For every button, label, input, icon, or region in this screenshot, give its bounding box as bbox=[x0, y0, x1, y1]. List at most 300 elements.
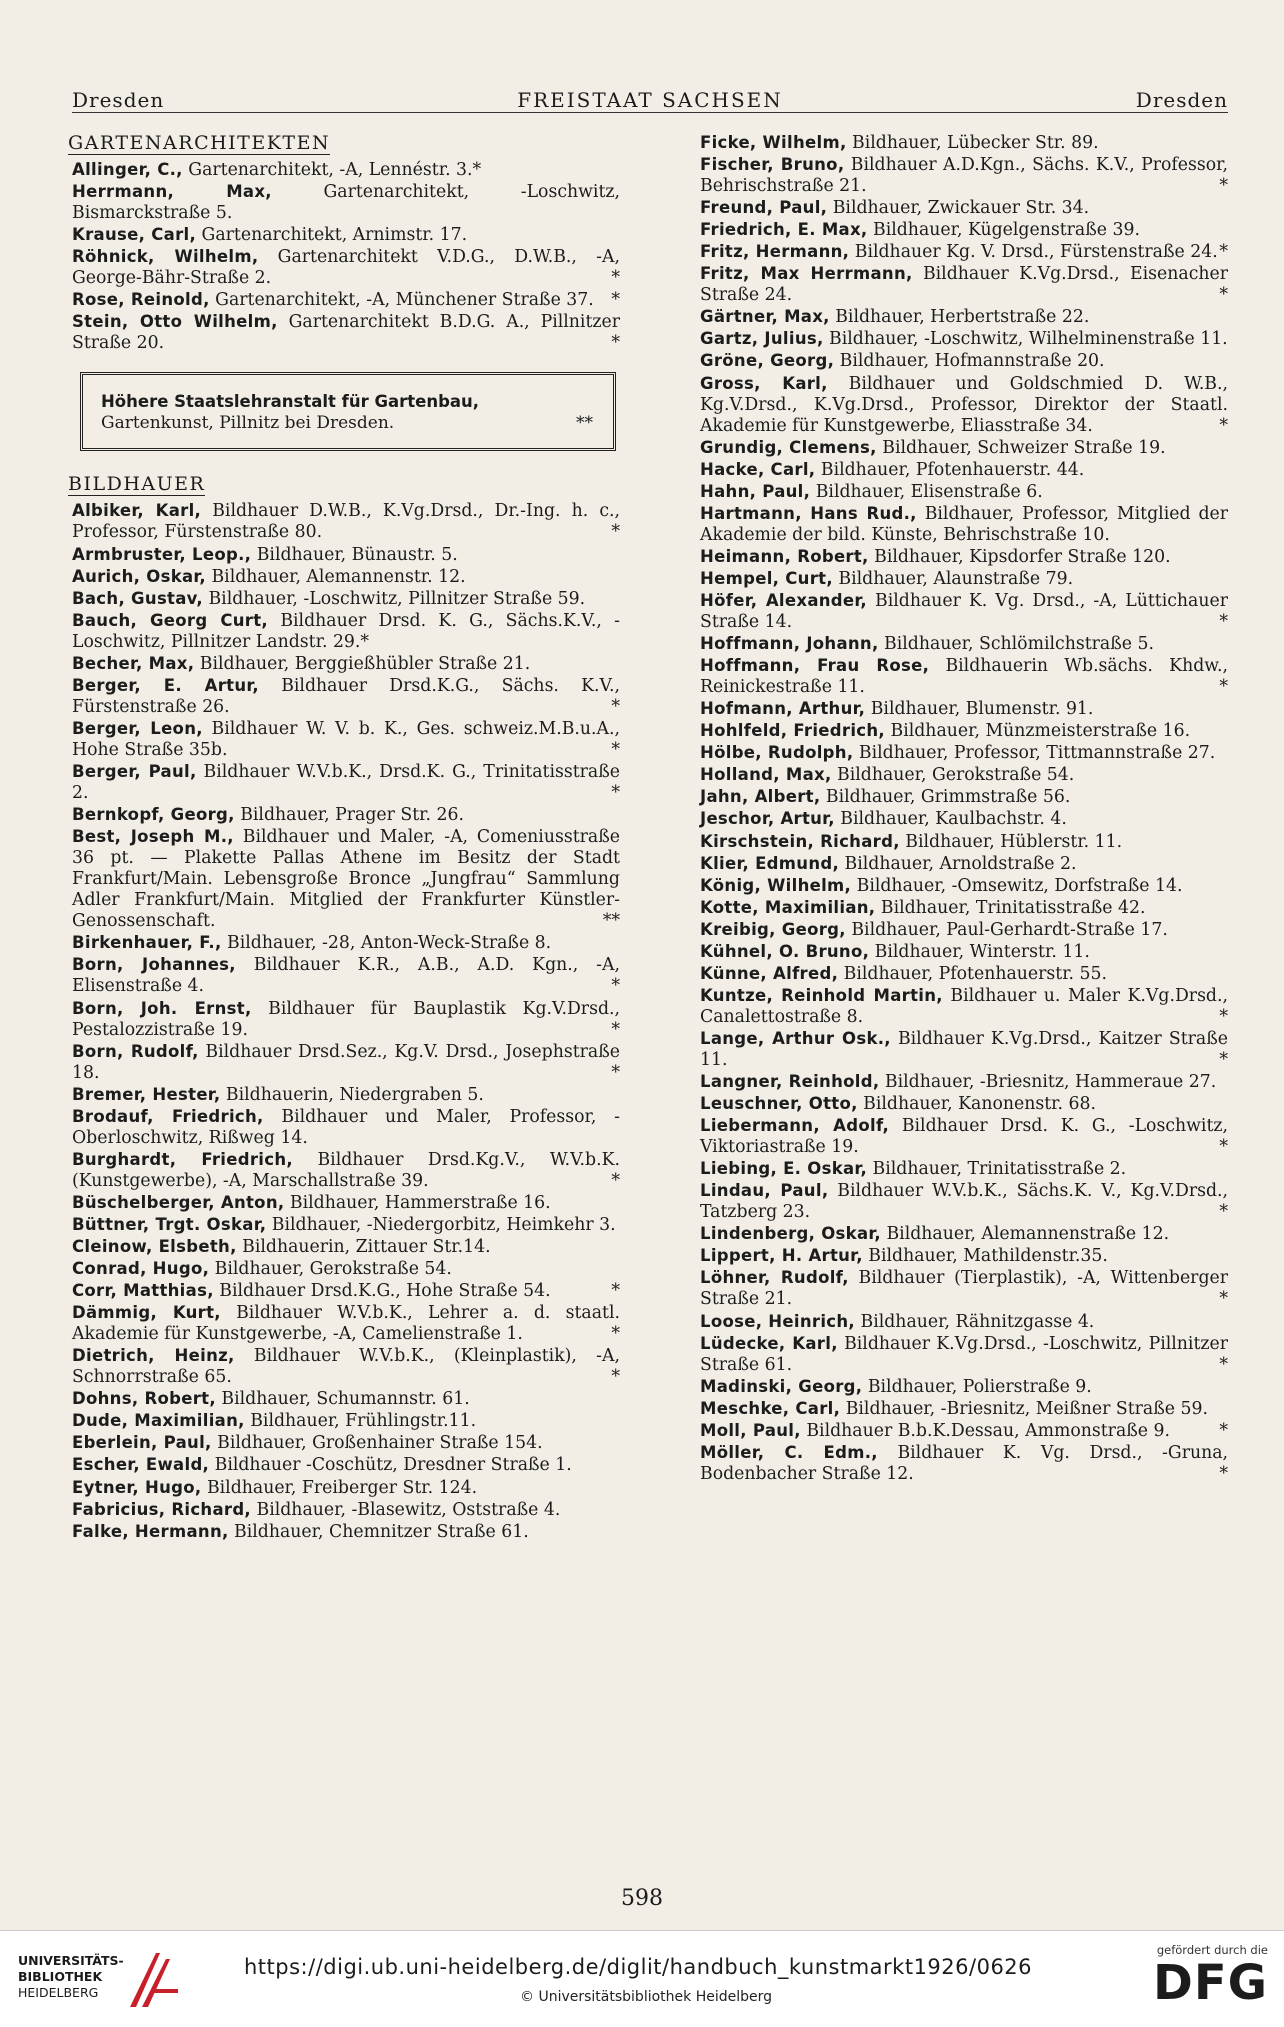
entry-mark: * bbox=[611, 976, 620, 997]
entry-details: Bildhauer, Großenhainer Straße 154. bbox=[211, 1433, 543, 1454]
directory-entry bbox=[72, 1192, 620, 1214]
entry-details: Bildhauer Drsd. K. G., -Loschwitz, Viktoriastraße 19. bbox=[700, 1116, 1228, 1158]
entry-name: Lippert, H. Artur, bbox=[700, 1246, 863, 1266]
entry-name: Eytner, Hugo, bbox=[72, 1477, 202, 1497]
entry-name: Cleinow, Elsbeth, bbox=[72, 1237, 237, 1257]
entry-name: Möller, C. Edm., bbox=[700, 1442, 878, 1462]
entry-details: Bildhauer W.V.b.K., (Kleinplastik), -A, Schnorrstraße 65. bbox=[72, 1346, 620, 1388]
entry-name: Aurich, Oskar, bbox=[72, 566, 206, 586]
entry-name: Hölbe, Rudolph, bbox=[700, 743, 854, 763]
entry-name: Hacke, Carl, bbox=[700, 459, 816, 479]
directory-entry bbox=[72, 1214, 620, 1236]
entry-mark: * bbox=[611, 268, 620, 289]
entry-name: Born, Johannes, bbox=[72, 955, 236, 975]
entry-details: Bildhauer Drsd.Sez., Kg.V. Drsd., Josephstraße 18. bbox=[72, 1041, 620, 1083]
directory-entry bbox=[72, 932, 620, 954]
entry-details: Bildhauer Drsd.K.G., Sächs. K.V., Fürstenstraße 26. bbox=[72, 675, 620, 717]
entry-details: Bildhauer, -Blasewitz, Oststraße 4. bbox=[251, 1499, 561, 1520]
entry-name: Loose, Heinrich, bbox=[700, 1311, 855, 1331]
entry-details: Bildhauer, Alaunstraße 79. bbox=[832, 568, 1074, 589]
entry-details: Bildhauer, -Niedergorbitz, Heimkehr 3. bbox=[266, 1214, 616, 1235]
entry-name: Meschke, Carl, bbox=[700, 1398, 841, 1418]
library-name bbox=[18, 1953, 124, 2001]
entry-name: Allinger, C., bbox=[72, 160, 183, 179]
entry-name: Dämmig, Kurt, bbox=[72, 1303, 221, 1323]
entry-mark: * bbox=[611, 783, 620, 804]
bildhauer-list-left bbox=[72, 500, 620, 1542]
directory-entry bbox=[700, 786, 1228, 808]
entry-details: Bildhauer W. V. b. K., Ges. schweiz.M.B.u.A., Hohe Straße 35b. bbox=[72, 718, 620, 760]
entry-name: Hoffmann, Johann, bbox=[700, 634, 879, 654]
directory-entry bbox=[72, 1477, 620, 1499]
entry-details: Gartenarchitekt B.D.G. A., Pillnitzer Straße 20. bbox=[72, 312, 621, 354]
entry-mark: * bbox=[611, 1367, 620, 1388]
directory-entry bbox=[700, 350, 1228, 372]
directory-entry bbox=[72, 1345, 620, 1388]
entry-name: Rose, Reinold, bbox=[72, 290, 210, 310]
entry-name: König, Wilhelm, bbox=[700, 875, 852, 895]
entry-name: Lindau, Paul, bbox=[700, 1181, 829, 1201]
directory-entry bbox=[700, 808, 1228, 830]
directory-entry bbox=[72, 1410, 620, 1432]
dfg-logo bbox=[1148, 1943, 1268, 2019]
entry-details: Bildhauer, Chemnitzer Straße 61. bbox=[228, 1521, 529, 1542]
entry-mark: * bbox=[611, 1324, 620, 1345]
directory-entry bbox=[72, 159, 620, 181]
entry-details: Bildhauer, Paul-Gerhardt-Straße 17. bbox=[845, 919, 1168, 940]
directory-entry bbox=[700, 831, 1228, 853]
directory-entry bbox=[700, 742, 1228, 764]
entry-name: Lange, Arthur Osk., bbox=[700, 1028, 891, 1048]
directory-entry bbox=[72, 826, 620, 932]
directory-entry bbox=[72, 1149, 620, 1192]
entry-name: Kreibig, Georg, bbox=[700, 919, 846, 939]
entry-details: Bildhauer, Bünaustr. 5. bbox=[251, 544, 458, 565]
entry-name: Liebermann, Adolf, bbox=[700, 1116, 890, 1136]
entry-details: Bildhauer K. Vg. Drsd., -A, Lüttichauer Straße 14. bbox=[700, 590, 1228, 633]
advertisement-box bbox=[80, 372, 616, 451]
entry-details: Bildhauer, Herbertstraße 22. bbox=[829, 307, 1090, 328]
entry-details: Gartenarchitekt, Arnimstr. 17. bbox=[196, 225, 468, 246]
directory-entry bbox=[700, 655, 1228, 698]
entry-name: Freund, Paul, bbox=[700, 198, 828, 218]
entry-mark: ** bbox=[602, 911, 620, 932]
entry-name: Madinski, Georg, bbox=[700, 1376, 863, 1396]
entry-mark: * bbox=[611, 1062, 620, 1083]
directory-entry bbox=[72, 566, 620, 588]
entry-name: Löhner, Rudolf, bbox=[700, 1268, 849, 1288]
directory-entry bbox=[72, 1454, 620, 1476]
entry-name: Bauch, Georg Curt, bbox=[72, 610, 268, 630]
entry-mark: * bbox=[1219, 176, 1228, 197]
directory-entry bbox=[700, 1420, 1228, 1442]
directory-entry bbox=[700, 328, 1228, 350]
entry-details: Bildhauer, Zwickauer Str. 34. bbox=[827, 198, 1090, 219]
entry-mark: * bbox=[611, 1019, 620, 1040]
entry-details: Bildhauer, Elisenstraße 6. bbox=[810, 481, 1043, 502]
library-emblem-icon bbox=[126, 1949, 184, 2011]
entry-name: Best, Joseph M., bbox=[72, 827, 234, 847]
directory-entry bbox=[72, 224, 620, 246]
directory-entry bbox=[700, 720, 1228, 742]
entry-name: Büschelberger, Anton, bbox=[72, 1192, 285, 1212]
entry-details: Bildhauer, Arnoldstraße 2. bbox=[839, 853, 1077, 874]
entry-name: Büttner, Trgt. Oskar, bbox=[72, 1214, 267, 1234]
ad-name-text: Höhere Staatslehranstalt für Gartenbau, bbox=[101, 392, 480, 412]
entry-name: Fritz, Max Herrmann, bbox=[700, 264, 913, 284]
entry-name: Becher, Max, bbox=[72, 653, 195, 673]
gartenarchitekten-list bbox=[72, 159, 620, 354]
entry-mark: * bbox=[611, 333, 620, 354]
entry-mark: * bbox=[611, 696, 620, 717]
entry-details: Bildhauer, -Briesnitz, Meißner Straße 59. bbox=[840, 1398, 1208, 1419]
entry-details: Bildhauer, Hammerstraße 16. bbox=[284, 1192, 551, 1213]
entry-details: Bildhauer, Kanonenstr. 68. bbox=[857, 1094, 1096, 1115]
entry-name: Fritz, Hermann, bbox=[700, 242, 850, 262]
entry-name: Corr, Matthias, bbox=[72, 1281, 214, 1301]
ad-mark: ** bbox=[576, 413, 593, 434]
directory-entry bbox=[700, 1180, 1228, 1223]
left-column bbox=[68, 132, 621, 1543]
entry-name: Brodauf, Friedrich, bbox=[72, 1106, 264, 1126]
entry-details: Bildhauer, Schlömilchstraße 5. bbox=[878, 634, 1154, 655]
entry-details: Gartenarchitekt, -A, Münchener Straße 37. bbox=[209, 290, 594, 311]
entry-details: Bildhauer Kg. V. Drsd., Fürstenstraße 24. bbox=[849, 242, 1218, 263]
entry-name: Born, Joh. Ernst, bbox=[72, 998, 252, 1018]
entry-details: Bildhauer (Tierplastik), -A, Wittenberger Straße 21. bbox=[700, 1268, 1228, 1310]
entry-details: Bildhauer W.V.b.K., Lehrer a. d. staatl. Akademie für Kunstgewerbe, -A, Camelienstraße 1. bbox=[72, 1303, 620, 1345]
directory-entry bbox=[72, 653, 620, 675]
entry-name: Langner, Reinhold, bbox=[700, 1072, 880, 1092]
entry-name: Hartmann, Hans Rud., bbox=[700, 503, 917, 523]
directory-entry bbox=[72, 544, 620, 566]
directory-entry bbox=[700, 1442, 1228, 1485]
directory-entry bbox=[72, 1258, 620, 1280]
entry-name: Albiker, Karl, bbox=[72, 501, 202, 521]
entry-details: Bildhauer, Blumenstr. 91. bbox=[865, 699, 1094, 720]
entry-name: Burghardt, Friedrich, bbox=[72, 1149, 293, 1169]
directory-entry bbox=[700, 503, 1228, 546]
entry-name: Stein, Otto Wilhelm, bbox=[72, 312, 278, 332]
entry-details: Bildhauer für Bauplastik Kg.V.Drsd., Pestalozzistraße 19. bbox=[72, 998, 620, 1040]
directory-entry bbox=[700, 373, 1228, 437]
directory-entry bbox=[700, 1398, 1228, 1420]
entry-details: Bildhauer, Schweizer Straße 19. bbox=[876, 437, 1166, 458]
library-line-3: HEIDELBERG bbox=[18, 1985, 99, 2000]
entry-name: Hohlfeld, Friedrich, bbox=[700, 721, 885, 741]
entry-details: Bildhauer, Gerokstraße 54. bbox=[209, 1259, 452, 1280]
entry-details: Bildhauer, Prager Str. 26. bbox=[234, 805, 464, 826]
directory-entry bbox=[72, 1432, 620, 1454]
entry-details: Bildhauer, Grimmstraße 56. bbox=[820, 787, 1071, 808]
directory-entry bbox=[72, 998, 620, 1041]
entry-mark: * bbox=[1219, 1463, 1228, 1484]
entry-details: Bildhauer W.V.b.K., Drsd.K. G., Trinitatisstraße 2. bbox=[72, 761, 620, 804]
entry-name: Heimann, Robert, bbox=[700, 546, 869, 566]
directory-entry bbox=[72, 1084, 620, 1106]
directory-entry bbox=[700, 963, 1228, 985]
directory-entry bbox=[700, 481, 1228, 503]
library-line-1: UNIVERSITÄTS- bbox=[18, 1953, 124, 1968]
entry-details: Bildhauer, -Omsewitz, Dorfstraße 14. bbox=[851, 875, 1183, 896]
entry-name: Armbruster, Leop., bbox=[72, 544, 252, 564]
entry-name: Hempel, Curt, bbox=[700, 568, 833, 588]
entry-details: Bildhauer, Kügelgenstraße 39. bbox=[867, 220, 1140, 241]
entry-name: Moll, Paul, bbox=[700, 1420, 801, 1440]
running-header bbox=[72, 84, 1228, 113]
entry-details: Bildhauer K.Vg.Drsd., -Loschwitz, Pillnitzer Straße 61. bbox=[700, 1333, 1228, 1375]
entry-name: Hoffmann, Frau Rose, bbox=[700, 656, 930, 676]
entry-name: Kuntze, Reinhold Martin, bbox=[700, 985, 943, 1005]
entry-details: Bildhauer Drsd. K. G., Sächs.K.V., -Loschwitz, Pillnitzer Landstr. 29.* bbox=[72, 610, 620, 652]
entry-details: Bildhauer, Schumannstr. 61. bbox=[215, 1389, 470, 1410]
directory-entry bbox=[700, 764, 1228, 786]
directory-entry bbox=[700, 219, 1228, 241]
entry-name: Herrmann, Max, bbox=[72, 182, 272, 202]
directory-entry bbox=[72, 761, 620, 804]
entry-details: Bildhauer K.Vg.Drsd., Kaitzer Straße 11. bbox=[700, 1028, 1228, 1070]
entry-name: Röhnick, Wilhelm, bbox=[72, 247, 259, 267]
entry-details: Bildhauer D.W.B., K.Vg.Drsd., Dr.-Ing. h. c., Professor, Fürstenstraße 80. bbox=[72, 501, 620, 543]
directory-entry bbox=[72, 1521, 620, 1543]
directory-entry bbox=[700, 197, 1228, 219]
entry-name: Hofmann, Arthur, bbox=[700, 699, 866, 719]
directory-entry bbox=[700, 985, 1228, 1028]
entry-details: Bildhauerin, Niedergraben 5. bbox=[220, 1084, 484, 1105]
directory-entry bbox=[72, 1106, 620, 1149]
entry-details: Bildhauer, Trinitatisstraße 2. bbox=[867, 1159, 1127, 1180]
entry-details: Bildhauer, Alemannenstraße 12. bbox=[880, 1224, 1170, 1245]
entry-details: Bildhauer, Hofmannstraße 20. bbox=[834, 351, 1105, 372]
entry-details: Bildhauer, Lübecker Str. 89. bbox=[846, 133, 1099, 153]
entry-mark: * bbox=[1219, 242, 1228, 263]
directory-entry bbox=[700, 1333, 1228, 1376]
entry-details: Bildhauer, Pfotenhauerstr. 55. bbox=[838, 963, 1108, 984]
entry-mark: * bbox=[1219, 612, 1228, 633]
ad-name bbox=[101, 391, 601, 413]
directory-entry bbox=[72, 1041, 620, 1084]
entry-name: Berger, Paul, bbox=[72, 761, 197, 781]
directory-entry bbox=[700, 459, 1228, 481]
library-logo bbox=[18, 1949, 238, 2011]
directory-entry bbox=[72, 675, 620, 718]
directory-entry bbox=[700, 241, 1228, 263]
entry-details: Bildhauer, Rähnitzgasse 4. bbox=[855, 1311, 1095, 1332]
entry-details: Bildhauer, Münzmeisterstraße 16. bbox=[885, 721, 1191, 742]
directory-entry bbox=[700, 875, 1228, 897]
directory-entry bbox=[72, 311, 620, 354]
entry-details: Gartenarchitekt, -A, Lennéstr. 3.* bbox=[182, 160, 482, 180]
directory-entry bbox=[700, 154, 1228, 197]
entry-details: Bildhauer, Polierstraße 9. bbox=[862, 1376, 1092, 1397]
entry-details: Bildhauer und Maler, Professor, -Oberloschwitz, Rißweg 14. bbox=[72, 1106, 620, 1148]
entry-details: Bildhauer und Maler, -A, Comeniusstraße 36 pt. — Plakette Pallas Athene im Besitz der Stadt Frankfurt/Main. Lebensgroße Bronce „Jungfrau“ Sammlung Adler Frankfurt/Main. Mitglied der Frankfurter Künstler-Genossenschaft. bbox=[72, 827, 620, 932]
entry-name: Gross, Karl, bbox=[700, 373, 828, 393]
entry-name: Gartz, Julius, bbox=[700, 329, 824, 349]
entry-name: Eberlein, Paul, bbox=[72, 1433, 212, 1453]
entry-mark: * bbox=[611, 522, 620, 543]
entry-name: Kühnel, O. Bruno, bbox=[700, 941, 870, 961]
entry-details: Bildhauerin Wb.sächs. Khdw., Reinickestraße 11. bbox=[700, 656, 1228, 698]
directory-entry bbox=[700, 1223, 1228, 1245]
entry-name: Jahn, Albert, bbox=[700, 787, 821, 807]
entry-details: Bildhauer, Freiberger Str. 124. bbox=[201, 1477, 478, 1498]
bildhauer-list-right bbox=[700, 132, 1228, 1485]
entry-name: Krause, Carl, bbox=[72, 225, 197, 245]
entry-details: Bildhauer, -Briesnitz, Hammeraue 27. bbox=[879, 1072, 1217, 1093]
directory-entry bbox=[72, 289, 620, 311]
entry-name: Fabricius, Richard, bbox=[72, 1499, 251, 1519]
entry-mark: * bbox=[1219, 1289, 1228, 1310]
entry-name: Holland, Max, bbox=[700, 765, 832, 785]
entry-name: Fischer, Bruno, bbox=[700, 155, 845, 175]
entry-mark: * bbox=[1219, 1202, 1228, 1223]
entry-mark: * bbox=[1219, 677, 1228, 698]
page-number: 598 bbox=[621, 1886, 663, 1911]
directory-entry bbox=[72, 181, 620, 224]
entry-details: Bildhauer, Gerokstraße 54. bbox=[831, 765, 1075, 786]
entry-details: Bildhauerin, Zittauer Str.14. bbox=[236, 1237, 491, 1258]
directory-entry bbox=[72, 1388, 620, 1410]
entry-details: Bildhauer, Professor, Tittmannstraße 27. bbox=[853, 743, 1216, 764]
entry-name: Escher, Ewald, bbox=[72, 1455, 210, 1475]
directory-entry bbox=[72, 588, 620, 610]
header-right: Dresden bbox=[1135, 88, 1228, 112]
entry-mark: * bbox=[611, 1170, 620, 1191]
entry-name: Bach, Gustav, bbox=[72, 588, 203, 608]
entry-name: Falke, Hermann, bbox=[72, 1521, 229, 1541]
entry-details: Bildhauer, Alemannenstr. 12. bbox=[205, 566, 466, 587]
source-url-link[interactable]: https://digi.ub.uni-heidelberg.de/diglit/handbuch_kunstmarkt1926/0626 bbox=[244, 1955, 1033, 1979]
entry-name: Künne, Alfred, bbox=[700, 963, 839, 983]
entry-details: Gartenarchitekt, -Loschwitz, Bismarckstraße 5. bbox=[72, 182, 620, 224]
entry-name: Gärtner, Max, bbox=[700, 307, 830, 327]
entry-name: Berger, E. Artur, bbox=[72, 675, 259, 695]
section-title-bildhauer: BILDHAUER bbox=[68, 473, 206, 496]
ad-line bbox=[101, 413, 601, 434]
entry-name: Lindenberg, Oskar, bbox=[700, 1224, 881, 1244]
directory-entry bbox=[72, 500, 620, 543]
copyright-notice: © Universitätsbibliothek Heidelberg bbox=[520, 1989, 773, 2005]
directory-entry bbox=[72, 1499, 620, 1521]
entry-name: Bremer, Hester, bbox=[72, 1084, 221, 1104]
entry-details: Bildhauer, Berggießhübler Straße 21. bbox=[194, 653, 531, 674]
entry-name: Born, Rudolf, bbox=[72, 1041, 199, 1061]
directory-entry bbox=[72, 1280, 620, 1302]
entry-name: Dude, Maximilian, bbox=[72, 1411, 245, 1431]
section-title-gartenarchitekten: GARTENARCHITEKTEN bbox=[68, 132, 331, 154]
directory-entry bbox=[700, 306, 1228, 328]
directory-entry bbox=[700, 132, 1228, 154]
entry-name: Conrad, Hugo, bbox=[72, 1259, 210, 1279]
directory-entry bbox=[700, 853, 1228, 875]
directory-entry bbox=[72, 610, 620, 653]
entry-details: Bildhauer W.V.b.K., Sächs.K. V., Kg.V.Drsd., Tatzberg 23. bbox=[700, 1181, 1228, 1223]
directory-entry bbox=[72, 954, 620, 997]
directory-entry bbox=[700, 1158, 1228, 1180]
ad-text: Gartenkunst, Pillnitz bei Dresden. bbox=[101, 413, 395, 434]
directory-entry bbox=[700, 1093, 1228, 1115]
entry-details: Bildhauer und Goldschmied D. W.B., Kg.V.Drsd., K.Vg.Drsd., Professor, Direktor der Staatl. Akademie für Kunstgewerbe, Eliasstraße 34. bbox=[700, 373, 1228, 436]
directory-entry bbox=[700, 897, 1228, 919]
directory-entry bbox=[700, 698, 1228, 720]
entry-details: Bildhauer, Trinitatisstraße 42. bbox=[875, 897, 1146, 918]
entry-name: Kirschstein, Richard, bbox=[700, 831, 900, 851]
directory-entry bbox=[700, 568, 1228, 590]
entry-details: Bildhauer, Hüblerstr. 11. bbox=[899, 831, 1123, 852]
entry-name: Grundig, Clemens, bbox=[700, 437, 877, 457]
entry-mark: * bbox=[1219, 1354, 1228, 1375]
entry-mark: * bbox=[1219, 1137, 1228, 1158]
entry-name: Lüdecke, Karl, bbox=[700, 1333, 838, 1353]
entry-mark: * bbox=[1219, 1420, 1228, 1441]
entry-mark: * bbox=[611, 1281, 620, 1302]
entry-name: Höfer, Alexander, bbox=[700, 590, 867, 610]
entry-name: Leuschner, Otto, bbox=[700, 1094, 858, 1114]
entry-details: Bildhauer, Mathildenstr.35. bbox=[862, 1246, 1108, 1267]
entry-name: Jeschor, Artur, bbox=[700, 809, 835, 829]
entry-details: Bildhauer B.b.K.Dessau, Ammonstraße 9. bbox=[800, 1420, 1171, 1441]
entry-details: Bildhauer, -Loschwitz, Pillnitzer Straße 59. bbox=[202, 588, 586, 609]
entry-details: Bildhauer, Pfotenhauerstr. 44. bbox=[815, 459, 1085, 480]
directory-entry bbox=[700, 590, 1228, 633]
entry-details: Bildhauer, Kaulbachstr. 4. bbox=[834, 809, 1067, 830]
directory-entry bbox=[700, 1115, 1228, 1158]
entry-name: Dohns, Robert, bbox=[72, 1389, 216, 1409]
directory-entry bbox=[700, 1376, 1228, 1398]
directory-entry bbox=[72, 1302, 620, 1345]
entry-name: Dietrich, Heinz, bbox=[72, 1346, 235, 1366]
entry-mark: * bbox=[611, 290, 620, 311]
entry-mark: * bbox=[1219, 285, 1228, 306]
right-column bbox=[700, 132, 1228, 1485]
directory-entry bbox=[700, 1028, 1228, 1071]
directory-entry bbox=[700, 1071, 1228, 1093]
library-line-2: BIBLIOTHEK bbox=[18, 1969, 103, 1984]
entry-details: Bildhauer, -Loschwitz, Wilhelminenstraße 11. bbox=[823, 329, 1228, 350]
entry-details: Bildhauer Drsd.K.G., Hohe Straße 54. bbox=[213, 1281, 551, 1302]
entry-details: Bildhauer, Kipsdorfer Straße 120. bbox=[868, 546, 1171, 567]
directory-entry bbox=[72, 246, 620, 289]
entry-details: Bildhauer u. Maler K.Vg.Drsd., Canalettostraße 8. bbox=[700, 985, 1228, 1027]
entry-details: Bildhauer, Frühlingstr.11. bbox=[244, 1411, 477, 1432]
header-center: FREISTAAT SACHSEN bbox=[517, 88, 783, 112]
directory-entry bbox=[700, 941, 1228, 963]
entry-name: Ficke, Wilhelm, bbox=[700, 133, 847, 152]
directory-entry bbox=[700, 919, 1228, 941]
entry-details: Bildhauer, Professor, Mitglied der Akademie der bild. Künste, Behrischstraße 10. bbox=[700, 503, 1228, 545]
entry-name: Birkenhauer, F., bbox=[72, 933, 222, 953]
entry-mark: * bbox=[1219, 1006, 1228, 1027]
entry-details: Bildhauer K.Vg.Drsd., Eisenacher Straße 24. bbox=[700, 264, 1228, 306]
dfg-caption: gefördert durch die bbox=[1156, 1943, 1268, 1957]
entry-name: Kotte, Maximilian, bbox=[700, 897, 876, 917]
directory-entry bbox=[700, 437, 1228, 459]
directory-entry bbox=[700, 546, 1228, 568]
entry-details: Bildhauer -Coschütz, Dresdner Straße 1. bbox=[209, 1455, 572, 1476]
entry-details: Bildhauer A.D.Kgn., Sächs. K.V., Professor, Behrischstraße 21. bbox=[700, 155, 1228, 197]
entry-details: Bildhauer K. Vg. Drsd., -Gruna, Bodenbacher Straße 12. bbox=[700, 1442, 1229, 1484]
entry-details: Bildhauer Drsd.Kg.V., W.V.b.K. (Kunstgewerbe), -A, Marschallstraße 39. bbox=[72, 1149, 620, 1191]
directory-entry bbox=[72, 804, 620, 826]
entry-name: Liebing, E. Oskar, bbox=[700, 1159, 868, 1179]
entry-name: Friedrich, E. Max, bbox=[700, 220, 868, 240]
entry-name: Bernkopf, Georg, bbox=[72, 805, 235, 825]
header-left: Dresden bbox=[72, 88, 165, 112]
entry-details: Bildhauer K.R., A.B., A.D. Kgn., -A, Elisenstraße 4. bbox=[72, 955, 620, 997]
dfg-wordmark: DFG bbox=[1152, 1955, 1268, 2011]
directory-entry bbox=[700, 1267, 1228, 1310]
